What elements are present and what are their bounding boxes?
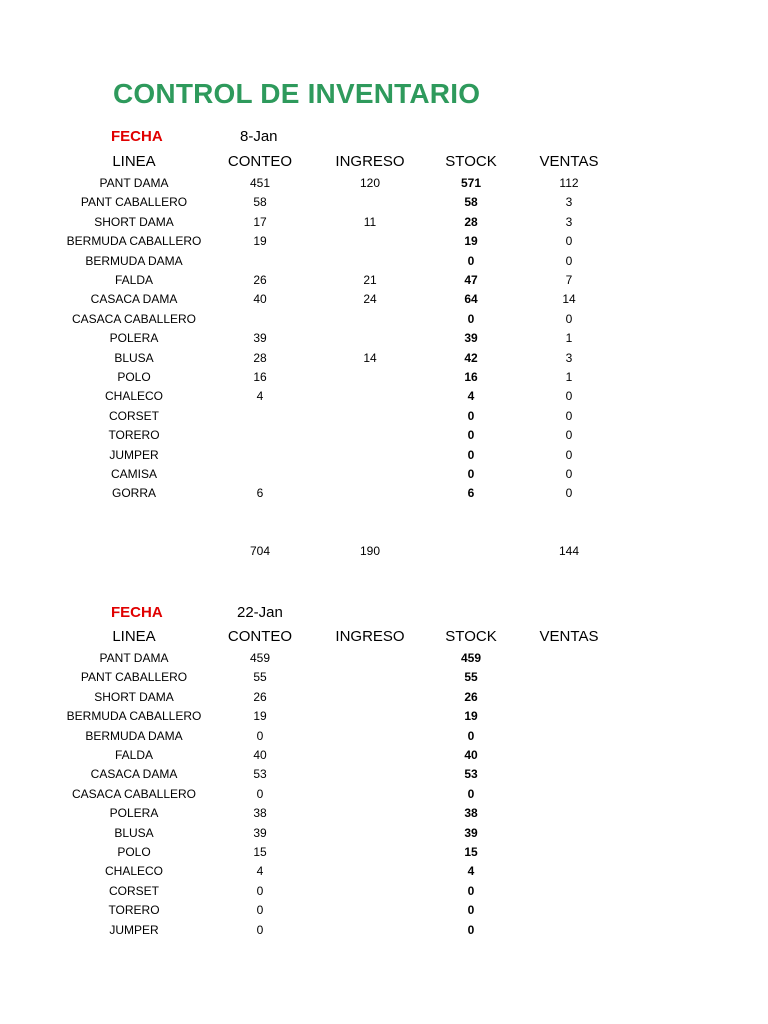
fecha-value: 8-Jan (240, 128, 278, 145)
cell-stock: 19 (464, 709, 478, 724)
table-row (0, 387, 768, 406)
cell-linea: CORSET (108, 408, 160, 423)
cell-conteo: 19 (253, 234, 267, 249)
table-row (0, 329, 768, 348)
cell-stock: 26 (464, 689, 478, 704)
cell-linea: PANT DAMA (99, 651, 169, 665)
cell-ventas: 0 (565, 428, 573, 443)
table-row (0, 252, 768, 271)
cell-ventas: 0 (565, 389, 573, 404)
table-row (0, 746, 768, 765)
table-row (0, 213, 768, 232)
cell-ingreso: 120 (359, 176, 381, 190)
header-conteo: CONTEO (227, 153, 293, 170)
table-row (0, 862, 768, 881)
cell-linea: CASACA DAMA (90, 767, 178, 782)
cell-linea: FALDA (114, 273, 154, 287)
cell-stock: 459 (460, 651, 482, 665)
cell-conteo: 0 (256, 883, 264, 898)
cell-linea: CORSET (108, 883, 160, 898)
cell-ventas: 7 (565, 273, 573, 287)
cell-linea: BERMUDA DAMA (85, 728, 183, 743)
table-row (0, 649, 768, 668)
table-row (0, 901, 768, 920)
cell-conteo: 38 (253, 806, 267, 821)
cell-linea: BERMUDA CABALLERO (66, 234, 202, 249)
table-row (0, 426, 768, 445)
table-row (0, 668, 768, 687)
cell-ventas: 0 (565, 253, 573, 268)
cell-linea: POLO (117, 845, 151, 859)
cell-linea: TORERO (108, 903, 160, 918)
cell-linea: CHALECO (104, 389, 164, 404)
cell-conteo: 4 (256, 864, 264, 879)
table-row (0, 446, 768, 465)
table-row (0, 843, 768, 862)
cell-conteo: 26 (253, 273, 267, 287)
cell-stock: 0 (467, 253, 475, 268)
cell-conteo: 19 (253, 709, 267, 724)
cell-conteo: 17 (253, 214, 267, 229)
cell-stock: 47 (464, 273, 478, 287)
table-row (0, 349, 768, 368)
cell-stock: 0 (467, 311, 475, 326)
table-row (0, 290, 768, 309)
cell-stock: 58 (464, 195, 478, 210)
cell-linea: POLERA (109, 331, 159, 346)
cell-ventas: 0 (565, 408, 573, 423)
cell-conteo: 459 (249, 651, 271, 665)
table-row (0, 765, 768, 784)
cell-ventas: 14 (562, 292, 576, 307)
cell-stock: 39 (464, 331, 478, 346)
cell-stock: 40 (464, 748, 478, 762)
cell-conteo: 26 (253, 689, 267, 704)
fecha-label: FECHA (111, 128, 163, 145)
table-row (0, 727, 768, 746)
table-row (0, 310, 768, 329)
table-row (0, 824, 768, 843)
cell-stock: 28 (464, 214, 478, 229)
cell-linea: CAMISA (110, 467, 158, 481)
cell-stock: 0 (467, 883, 475, 898)
cell-linea: CASACA CABALLERO (71, 786, 197, 801)
cell-stock: 16 (464, 370, 478, 384)
cell-ventas: 3 (565, 195, 573, 210)
cell-ingreso: 21 (363, 273, 377, 287)
total-ventas: 144 (558, 544, 580, 558)
cell-conteo: 55 (253, 670, 267, 685)
cell-conteo: 28 (253, 350, 267, 365)
cell-conteo: 0 (256, 903, 264, 918)
cell-linea: BERMUDA CABALLERO (66, 709, 202, 724)
cell-linea: POLERA (109, 806, 159, 821)
header-stock: STOCK (445, 153, 497, 170)
cell-conteo: 4 (256, 389, 264, 404)
table-row (0, 465, 768, 484)
table-row (0, 688, 768, 707)
cell-linea: GORRA (111, 486, 157, 501)
cell-stock: 38 (464, 806, 478, 821)
cell-ventas: 0 (565, 486, 573, 501)
table-row (0, 921, 768, 940)
table-row (0, 407, 768, 426)
cell-linea: CHALECO (104, 864, 164, 879)
cell-stock: 39 (464, 825, 478, 840)
cell-stock: 53 (464, 767, 478, 782)
cell-stock: 6 (467, 486, 475, 501)
table-row (0, 882, 768, 901)
cell-conteo: 0 (256, 786, 264, 801)
cell-linea: PANT CABALLERO (80, 670, 188, 685)
cell-stock: 42 (464, 350, 478, 365)
cell-linea: CASACA DAMA (90, 292, 178, 307)
cell-conteo: 39 (253, 825, 267, 840)
fecha-label: FECHA (111, 604, 163, 621)
cell-conteo: 0 (256, 728, 264, 743)
table-row (0, 484, 768, 503)
cell-ventas: 0 (565, 311, 573, 326)
header-stock: STOCK (445, 628, 497, 645)
header-ingreso: INGRESO (335, 153, 405, 170)
cell-ventas: 0 (565, 467, 573, 481)
header-conteo: CONTEO (227, 628, 293, 645)
table-row (0, 707, 768, 726)
page-title: CONTROL DE INVENTARIO (113, 78, 481, 109)
cell-linea: BLUSA (114, 825, 154, 840)
cell-conteo: 39 (253, 331, 267, 346)
cell-ventas: 0 (565, 447, 573, 462)
cell-stock: 571 (460, 176, 482, 190)
cell-linea: POLO (117, 370, 151, 384)
cell-stock: 4 (467, 389, 475, 404)
total-ingreso: 190 (359, 544, 381, 558)
cell-linea: PANT CABALLERO (80, 195, 188, 210)
cell-linea: JUMPER (109, 922, 159, 937)
table-row (0, 271, 768, 290)
cell-conteo: 6 (256, 486, 264, 501)
cell-ventas: 112 (559, 176, 579, 190)
cell-ingreso: 11 (363, 214, 377, 229)
cell-stock: 0 (467, 786, 475, 801)
cell-stock: 0 (467, 728, 475, 743)
cell-ingreso: 14 (363, 350, 377, 365)
cell-ventas: 1 (565, 370, 573, 384)
table-row (0, 174, 768, 193)
table-row (0, 368, 768, 387)
cell-conteo: 40 (253, 292, 267, 307)
total-conteo: 704 (249, 544, 271, 558)
cell-stock: 0 (467, 408, 475, 423)
table-row (0, 804, 768, 823)
header-linea: LINEA (112, 628, 156, 645)
fecha-value: 22-Jan (237, 604, 283, 621)
cell-stock: 0 (467, 467, 475, 481)
cell-linea: TORERO (108, 428, 160, 443)
cell-conteo: 40 (253, 748, 267, 762)
cell-stock: 55 (464, 670, 478, 685)
cell-conteo: 58 (253, 195, 267, 210)
table-row (0, 193, 768, 212)
cell-linea: FALDA (114, 748, 154, 762)
cell-stock: 19 (464, 234, 478, 249)
cell-linea: SHORT DAMA (94, 689, 174, 704)
cell-stock: 0 (467, 922, 475, 937)
cell-ventas: 1 (565, 331, 573, 346)
cell-stock: 4 (467, 864, 475, 879)
cell-ingreso: 24 (363, 292, 377, 307)
cell-conteo: 15 (253, 845, 267, 859)
cell-ventas: 3 (565, 350, 573, 365)
header-ventas: VENTAS (539, 628, 599, 645)
cell-conteo: 451 (249, 176, 271, 190)
table-row (0, 232, 768, 251)
header-linea: LINEA (112, 153, 156, 170)
cell-ventas: 0 (565, 234, 573, 249)
totals-row (0, 542, 768, 561)
cell-stock: 0 (467, 447, 475, 462)
cell-ventas: 3 (565, 214, 573, 229)
cell-linea: JUMPER (109, 447, 159, 462)
header-ingreso: INGRESO (335, 628, 405, 645)
cell-stock: 64 (464, 292, 478, 307)
cell-conteo: 0 (256, 922, 264, 937)
cell-linea: PANT DAMA (99, 176, 169, 190)
cell-conteo: 53 (253, 767, 267, 782)
header-ventas: VENTAS (539, 153, 599, 170)
cell-stock: 15 (464, 845, 478, 859)
cell-linea: BERMUDA DAMA (85, 253, 183, 268)
cell-linea: SHORT DAMA (94, 214, 174, 229)
cell-stock: 0 (467, 428, 475, 443)
cell-stock: 0 (467, 903, 475, 918)
cell-linea: CASACA CABALLERO (71, 311, 197, 326)
cell-linea: BLUSA (114, 350, 154, 365)
cell-conteo: 16 (253, 370, 267, 384)
table-row (0, 785, 768, 804)
